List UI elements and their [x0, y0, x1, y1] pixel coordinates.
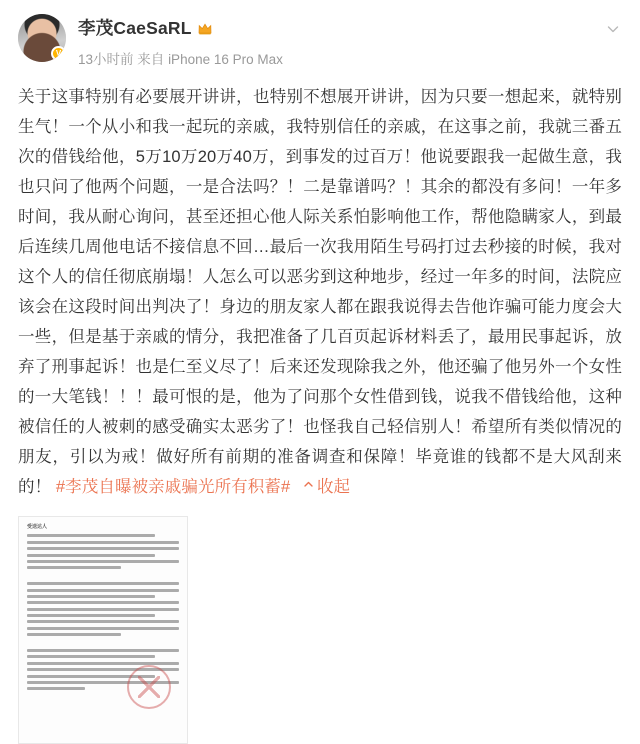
- doc-heading: 受送达人: [27, 524, 48, 530]
- doc-text-line: [27, 627, 179, 630]
- post-header: [18, 14, 622, 68]
- post-time: 13小时前: [78, 52, 134, 67]
- collapse-arrow-icon: [303, 470, 314, 500]
- avatar[interactable]: [18, 14, 66, 62]
- doc-text-line: [27, 554, 155, 557]
- doc-text-line: [27, 589, 179, 592]
- author-name[interactable]: 李茂CaeSaRL: [78, 18, 192, 38]
- name-row: [78, 15, 283, 40]
- red-seal-icon: [127, 665, 171, 709]
- post-source[interactable]: iPhone 16 Pro Max: [168, 52, 283, 67]
- doc-text-line: [27, 687, 85, 690]
- doc-text-line: [27, 662, 179, 665]
- doc-text-line: [27, 620, 179, 623]
- doc-text-line: [27, 614, 155, 617]
- doc-text-line: [27, 547, 179, 550]
- doc-text-line: [27, 608, 179, 611]
- doc-text-line: [27, 649, 179, 652]
- verified-badge-icon: [51, 46, 66, 61]
- crown-icon: [197, 21, 213, 37]
- doc-text-line: [27, 595, 155, 598]
- doc-text-line: [27, 655, 155, 658]
- collapse-label: 收起: [316, 478, 351, 496]
- doc-text-line: [27, 534, 155, 537]
- post-topic-link[interactable]: #李茂自曝被亲戚骗光所有积蓄#: [55, 478, 291, 496]
- doc-text-line: [27, 601, 179, 604]
- chevron-down-icon[interactable]: [606, 22, 620, 36]
- source-prefix: 来自: [137, 52, 165, 67]
- post-content: [18, 82, 622, 502]
- doc-text-line: [27, 566, 121, 569]
- doc-text-line: [27, 560, 179, 563]
- doc-text-line: [27, 541, 179, 544]
- doc-text-line: [27, 633, 121, 636]
- collapse-button[interactable]: [303, 478, 350, 496]
- user-info: [78, 14, 283, 68]
- doc-text-line: [27, 582, 179, 585]
- attached-image[interactable]: [18, 516, 188, 744]
- post-body-text: 关于这事特别有必要展开讲讲，也特别不想展开讲讲，因为只要一想起来，就特别生气！一个从小和我一起玩的亲戚，我特别信任的亲戚，在这事之前，我就三番五次的借钱给他，5万10万20万40万，到事发的过百万！他说要跟我一起做生意，我也只问了他两个问题，一是合法吗？！二是靠谱吗？！其余的都没有多问！一年多时间，我从耐心询问，甚至还担心他人际关系怕影响他工作，帮他隐瞒家人，到最后连续几周他电话不接信息不回…最后一次我用陌生号码打过去秒接的时候，我对这个人的信任彻底崩塌！人怎么可以恶劣到这种地步，经过一年多的时间，法院应该会在这段时间出判决了！身边的朋友家人都在跟我说得去告他诈骗可能力度会大一些，但是基于亲戚的情分，我把准备了几百页起诉材料丢了，最用民事起诉，放弃了刑事起诉！也是仁至义尽了！后来还发现除我之外，他还骗了他另外一个女性的一大笔钱！！！最可恨的是，他为了问那个女性借到钱，说我不借钱给他，这种被信任的人被刺的感受确实太恶劣了！也怪我自己轻信别人！希望所有类似情况的朋友，引以为戒！做好所有前期的准备调查和保障！毕竟谁的钱都不是大风刮来的！: [18, 88, 622, 496]
- post-meta: [78, 48, 283, 68]
